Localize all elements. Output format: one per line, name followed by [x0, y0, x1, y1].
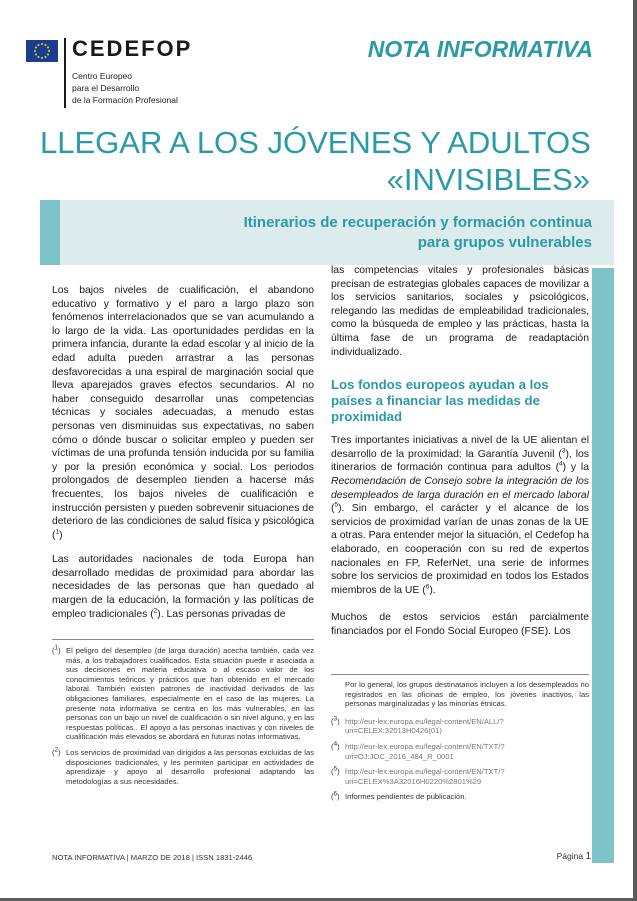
title-line: «INVISIBLES» [386, 162, 590, 197]
footnote-link[interactable]: http://eur-lex.europa.eu/legal-content/EN/ALL/?uri=CELEX:32013H0426(01) [345, 716, 504, 736]
footnote-number-value: 2 [54, 746, 59, 754]
footnote [331, 767, 589, 786]
footnote-number: ($^3$) [331, 715, 340, 726]
brand-line: para el Desarrollo [72, 83, 140, 93]
footnote-number-value: 5 [333, 765, 338, 773]
footnote-ref[interactable]: 2 [153, 607, 158, 615]
footnote-number-value: 6 [333, 790, 338, 798]
paragraph: Muchos de estos servicios están parcialmente financiados por el Fondo Social Europeo (FSE). Los [331, 612, 589, 637]
footnote-number: ($^4$) [331, 740, 340, 751]
footnote-ref[interactable]: 4 [559, 460, 563, 468]
footnote-number-value: 1 [54, 644, 59, 652]
paragraph [52, 553, 314, 621]
footnote-ref[interactable]: 1 [55, 528, 60, 536]
paragraph [52, 284, 314, 542]
subtitle-line: Itinerarios de recuperación y formación continua [243, 214, 592, 231]
brand-line: de la Formación Profesional [72, 95, 178, 105]
subtitle-band-accent [40, 200, 60, 265]
footnote-rule [52, 639, 314, 640]
page-subtitle [150, 213, 592, 253]
footnotes-right [331, 680, 589, 808]
right-column [331, 264, 589, 649]
paragraph-text: ), los itinerarios de formación continua para adultos ( [331, 448, 589, 474]
paragraph-text: Tres importantes iniciativas a nivel de la UE alientan el desarrollo de la proximidad: la Garantía Juvenil ( [331, 435, 589, 460]
paragraph-text: ). Las personas privadas de [157, 608, 286, 620]
footnote-ref[interactable]: 3 [561, 447, 566, 455]
footnote-ref[interactable]: 5 [334, 501, 339, 509]
footnote-ref[interactable]: 6 [425, 583, 430, 591]
footnote-number: ($^1$) [52, 644, 61, 655]
paragraph [331, 434, 589, 597]
footnote [331, 717, 589, 736]
eu-flag-icon [26, 40, 58, 62]
brand-logo-text: CEDEFOP [72, 36, 193, 61]
footer-publication-info: NOTA INFORMATIVA | MARZO DE 2018 | ISSN 1831-2446 [52, 853, 253, 862]
footnote-number: ($^2$) [52, 746, 61, 757]
footnote-number-value: 3 [333, 715, 338, 723]
paragraph-text: ) y la [562, 462, 589, 474]
section-heading: Los fondos europeos ayudan a los países a financiar las medidas de proximidad [331, 377, 549, 425]
footer-page-number [557, 851, 591, 862]
footnote-continuation: Por lo general, los grupos destinatarios incluyen a los desempleados no registrados en las oficinas de empleo, los jóvenes inactivos, las personas marginalizadas y las minorías étnicas. [345, 680, 589, 709]
page-edge-right [633, 0, 637, 901]
left-column [52, 284, 314, 632]
italic-title: Recomendación de Consejo sobre la integración de los desempleados de larga duración en el mercado laboral [331, 475, 589, 501]
footnote-number: ($^6$) [331, 790, 340, 802]
paragraph-text: ). Sin embargo, el carácter y el alcance de los servicios de proximidad varían de unas zonas de la UE a otras. Para entender mejor la situación, el Cedefop ha elaborado, en cooperación con su red de expertos nacionales en FP, ReferNet, una serie de informes sobre los servicios de proximidad en todos los Estados miembros de la UE ( [331, 503, 589, 596]
title-line: LLEGAR A LOS JÓVENES Y ADULTOS [40, 125, 591, 160]
footnote-text: Informes pendientes de publicación. [345, 792, 467, 802]
paragraph-text: ). [429, 584, 436, 596]
document-type-label: NOTA INFORMATIVA [367, 36, 593, 62]
footnote [52, 646, 314, 742]
paragraph: las competencias vitales y profesionales básicas precisan de estrategias globales capaces de movilizar a los servicios sanitarios, sociales y psicológicos, relegando las medidas de empleabilidad tradicionales, como la búsqueda de empleo y las prácticas, hasta la última fase de un programa de readaptación individualizado. [331, 265, 589, 358]
brand-divider [64, 38, 66, 108]
footnote-link[interactable]: http://eur-lex.europa.eu/legal-content/EN/TXT/?uri=OJ:JOC_2016_484_R_0001 [345, 741, 505, 761]
brand-line: Centro Europeo [72, 71, 133, 81]
footnote [52, 748, 314, 786]
page-label: Página [556, 851, 584, 861]
footnote-number-value: 4 [333, 740, 338, 748]
footnote-number: ($^5$) [331, 765, 340, 777]
paragraph-text: ) [59, 529, 63, 541]
subtitle-line: para grupos vulnerables [417, 234, 592, 251]
footnote-link[interactable]: http://eur-lex.europa.eu/legal-content/EN/TXT/?uri=CELEX%3A32016H0220%2801%29 [345, 767, 505, 786]
side-rail [592, 268, 614, 863]
brand-subtitle [72, 70, 272, 106]
page-title [40, 124, 590, 198]
paragraph-text: ( [331, 503, 335, 515]
footnote-rule [331, 674, 589, 675]
footnotes-left [52, 646, 314, 792]
footnote [331, 742, 589, 761]
page-number: 1 [585, 851, 591, 862]
paragraph-text: Los bajos niveles de cualificación, el abandono educativo y formativo y el paro a largo plazo son fenómenos interrelacionados que se van acumulando a lo largo de la vida. Las oportunidades perdidas en la primera infancia, durante la edad escolar y al inicio de la edad adulta pueden arrastrar a las personas desfavorecidas a una espiral de marginación social que lleva aparejados graves efectos secundarios. Al no haber conseguido desarrollar unas competencias técnicas y sociales adecuadas, a menudo estas personas ven disminuidas sus expectativas, no saben cómo o dónde buscar o solicitar empleo y pueden ser víctimas de una profunda tensión inducida por su familia y por la presión económica y social. Los periodos prolongados de desempleo tienden a hacerse más frecuentes, los bajos niveles de cualificación e instrucción persisten y pueden sobrevenir situaciones de deterioro de las condiciones de salud física y psicológica ( [52, 285, 314, 541]
paragraph-text: Las autoridades nacionales de toda Europa han desarrollado medidas de proximidad para abordar las necesidades de las personas que han quedado al margen de la educación, la formación y las políticas de empleo tradicionales ( [52, 554, 314, 620]
footnote-text: Los servicios de proximidad van dirigidos a las personas excluidas de las disposiciones tradicionales, y les permiten participar en actividades de aprendizaje y apoyo al desarrollo profesional adaptando las metodologías a sus necesidades. [66, 747, 314, 786]
footnote-text: El peligro del desempleo (de larga duración) acecha también, cada vez más, a los trabajadores cualificados. Esta situación puede ir asociada a sus decisiones en materia educativa o al escaso valor de los conocimientos teóricos y prácticos que han obtenido en el mercado laboral. También existen patrones de inactividad derivados de las obligaciones familiares, especialmente en el caso de las mujeres. La presente nota informativa se centra en los más vulnerables, en las personas con un bajo un nivel de cualificación o sin nivel alguno, y en las respuestas políticas.. El apoyo a las personas inactivas y con niveles de cualificación más elevados se abordará en futuras notas informativas. [66, 646, 314, 742]
footnote [331, 792, 589, 802]
